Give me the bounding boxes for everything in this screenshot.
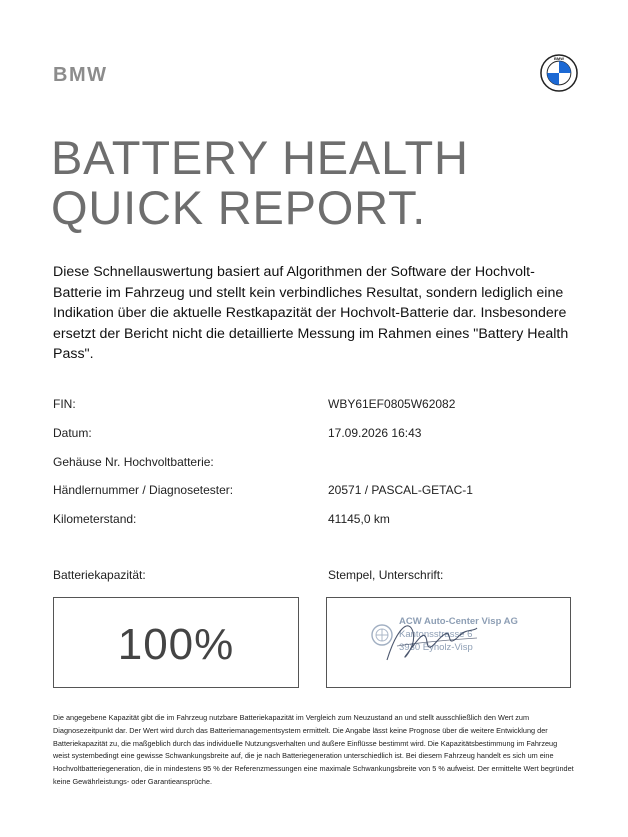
bmw-roundel-icon — [540, 54, 578, 92]
stamp-line-3: 3930 Eyholz-Visp — [399, 642, 473, 653]
svg-text:BMW: BMW — [554, 55, 564, 61]
capacity-box — [53, 597, 299, 688]
intro-paragraph: Diese Schnellauswertung basiert auf Algorithmen der Software der Hochvolt-Batterie im Fahrzeug und stellt kein verbindliches Resultat, sondern lediglich eine Indikation über die aktuelle Restkapazität der Hochvolt-Batterie dar. Insbesondere ersetzt der Bericht nicht die detaillierte Messung im Rahmen eines "Battery Health Pass". — [53, 264, 569, 362]
field-value-fin: WBY61EF0805W62082 — [328, 397, 456, 411]
title-line-1: BATTERY HEALTH — [51, 131, 469, 184]
field-label-gehaeuse: Gehäuse Nr. Hochvoltbatterie: — [53, 455, 214, 469]
field-value-haendler: 20571 / PASCAL-GETAC-1 — [328, 483, 473, 497]
stamp-label: Stempel, Unterschrift: — [328, 568, 444, 582]
title-line-2: QUICK REPORT. — [51, 181, 427, 234]
disclaimer-text: Die angegebene Kapazität gibt die im Fahrzeug nutzbare Batteriekapazität im Vergleich zum Neuzustand an und stellt ausschließlich den Wert zum Diagnosezeitpunkt dar. Der Wert wird durch das Batteriemanagementsystem ermittelt. Die Angabe lässt keine Prognose über die weitere Entwicklung der Batteriekapazität zu, die maßgeblich durch das individuelle Nutzungsverhalten und äußere Einflüsse bestimmt wird. Die Kapazitätsbestimmung im Fahrzeug weist systembedingt eine gewisse Schwankungsbreite auf, die je nach Batteriegeneration unterschiedlich ist. Bei diesem Fahrzeug handelt es sich um eine Hochvoltbatteriegeneration, die in mindestens 95 % der Referenzmessungen eine maximale Schwankungsbreite von 5 % aufweist. Der ermittelte Wert begründet keine Gewährleistungs- oder Garantieansprüche. — [53, 713, 574, 786]
field-label-kilometer: Kilometerstand: — [53, 512, 137, 526]
field-label-datum: Datum: — [53, 426, 92, 440]
capacity-label: Batteriekapazität: — [53, 568, 146, 582]
field-value-datum: 17.09.2026 16:43 — [328, 426, 422, 440]
capacity-value: 100% — [117, 620, 235, 669]
field-label-haendler: Händlernummer / Diagnosetester: — [53, 483, 234, 497]
stamp-line-2: Kantonsstrasse 6 — [399, 629, 473, 640]
stamp-signature-box — [326, 597, 571, 688]
bmw-wordmark: BMW — [53, 64, 108, 86]
handwritten-signature — [327, 598, 571, 688]
report-title — [51, 133, 469, 233]
stamp-line-1: ACW Auto-Center Visp AG — [399, 616, 518, 627]
field-label-fin: FIN: — [53, 397, 76, 411]
field-value-kilometer: 41145,0 km — [328, 512, 390, 526]
